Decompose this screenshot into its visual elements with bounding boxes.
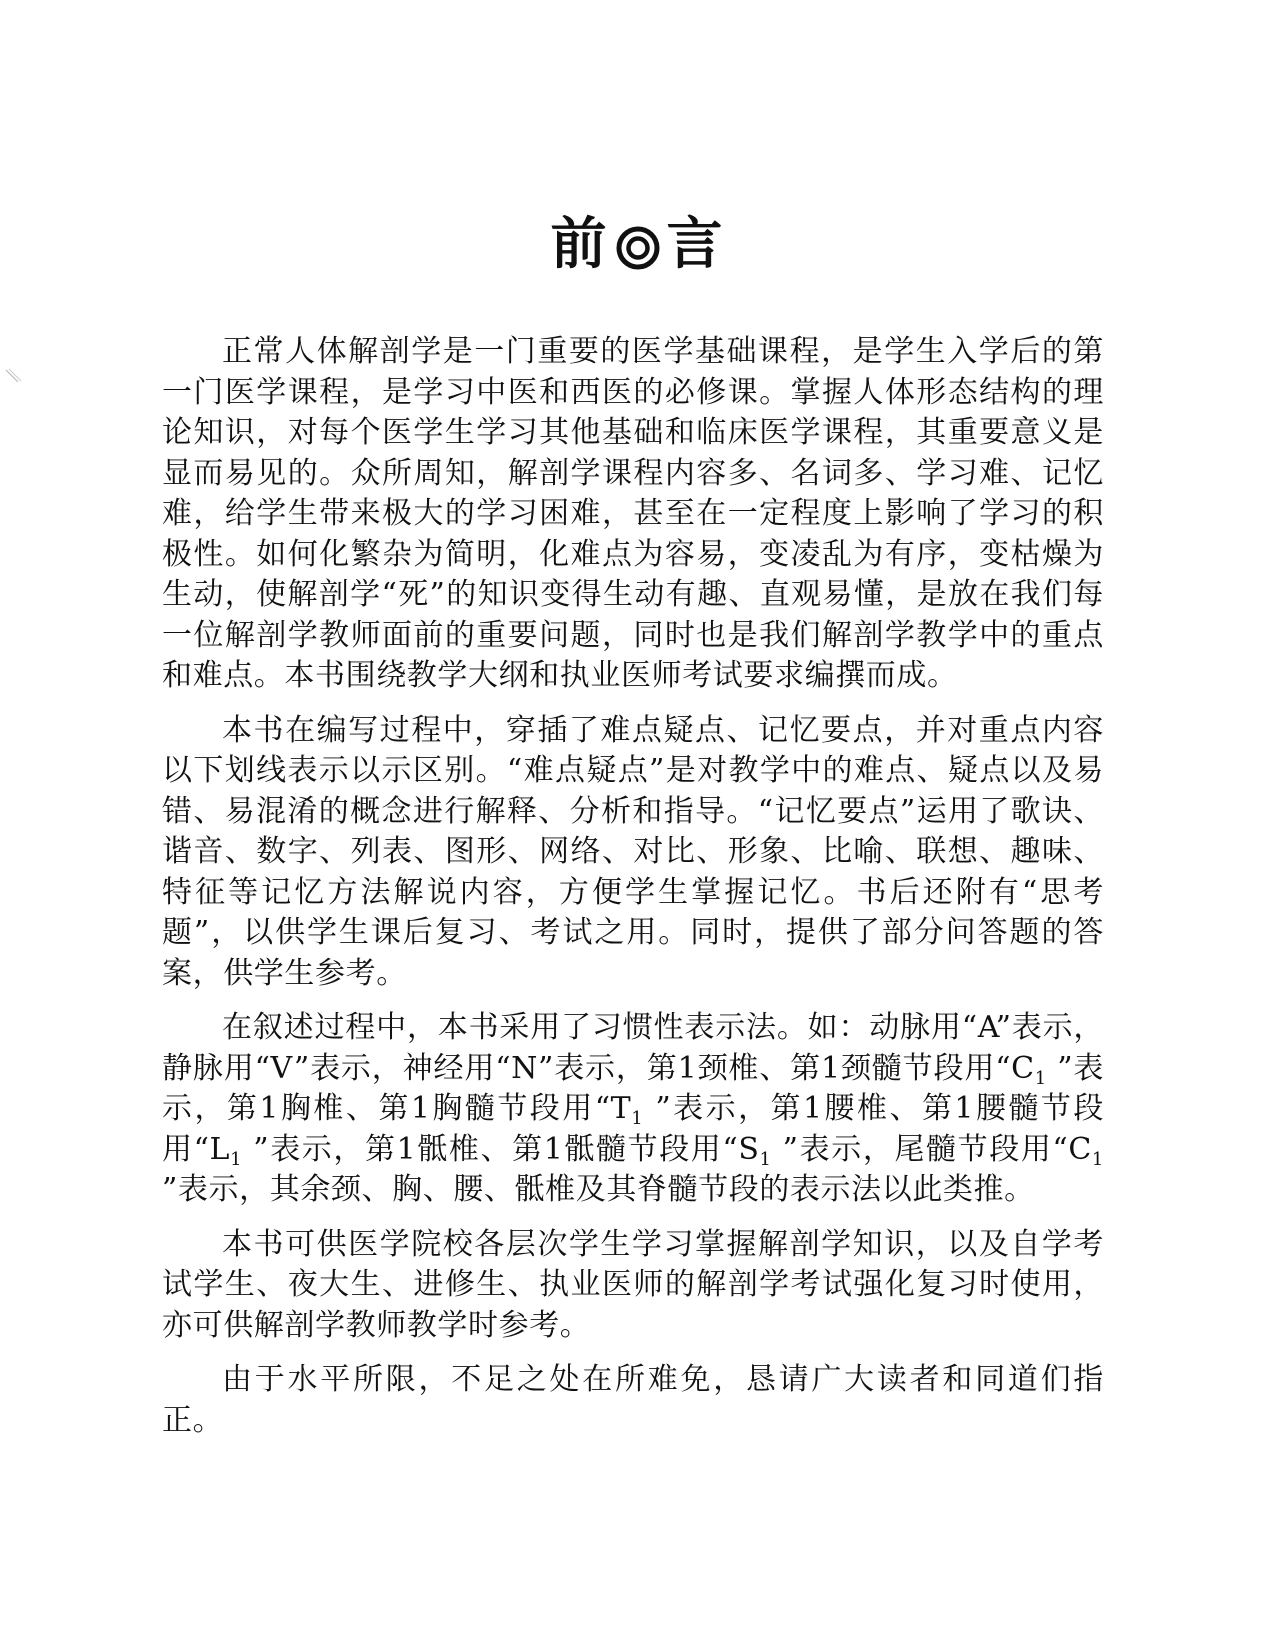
title-char-left: 前 bbox=[550, 212, 609, 277]
paragraph-2: 本书在编写过程中，穿插了难点疑点、记忆要点，并对重点内容以下划线表示以示区别。“难点疑点”是对教学中的难点、疑点以及易错、易混淆的概念进行解释、分析和指导。“记忆要点”运用了歌诀、谐音、数字、列表、图形、网络、对比、形象、比喻、联想、趣味、特征等记忆方法解说内容，方便学生掌握记忆。书后还附有“思考题”，以供学生课后复习、考试之用。同时，提供了部分问答题的答案，供学生参考。 bbox=[162, 712, 1104, 991]
page-title bbox=[0, 210, 1275, 280]
paragraph-3-text-b: ”表示，第1胸椎、第1胸髓节段用“T bbox=[162, 1050, 1104, 1126]
paragraph-3-text-e: ”表示，尾髓节段用“C bbox=[771, 1131, 1092, 1167]
subscript-t1: 1 bbox=[631, 1108, 644, 1129]
paragraph-4: 本书可供医学院校各层次学生学习掌握解剖学知识，以及自学考试学生、夜大生、进修生、执业医师的解剖学考试强化复习时使用，亦可供解剖学教师教学时参考。 bbox=[162, 1226, 1104, 1343]
paragraph-3-text-d: ”表示，第1骶椎、第1骶髓节段用“S bbox=[242, 1131, 760, 1167]
paragraph-3-text-c: ”表示，第1腰椎、第1腰髓节段用“L bbox=[162, 1091, 1104, 1167]
paragraph-3 bbox=[162, 1008, 1104, 1211]
paragraph-1: 正常人体解剖学是一门重要的医学基础课程，是学生入学后的第一门医学课程，是学习中医和西医的必修课。掌握人体形态结构的理论知识，对每个医学生学习其他基础和临床医学课程，其重要意义是显而易见的。众所周知，解剖学课程内容多、名词多、学习难、记忆难，给学生带来极大的学习困难，甚至在一定程度上影响了学习的积极性。如何化繁杂为简明，化难点为容易，变凌乱为有序，变枯燥为生动，使解剖学“死”的知识变得生动有趣、直观易懂，是放在我们每一位解剖学教师面前的重要问题，同时也是我们解剖学教学中的重点和难点。本书围绕教学大纲和执业医师考试要求编撰而成。 bbox=[162, 334, 1104, 693]
subscript-s1: 1 bbox=[759, 1148, 772, 1170]
subscript-l1: 1 bbox=[230, 1148, 243, 1170]
subscript-co1: 1 bbox=[1091, 1148, 1104, 1170]
title-char-right: 言 bbox=[666, 212, 725, 277]
scan-artifact-mark bbox=[4, 368, 24, 392]
preface-body bbox=[162, 332, 1104, 1455]
paragraph-5: 由于水平所限，不足之处在所难免，恳请广大读者和同道们指正。 bbox=[162, 1362, 1104, 1438]
subscript-c1: 1 bbox=[1034, 1067, 1047, 1089]
paragraph-3-text-a: 在叙述过程中，本书采用了习惯性表示法。如：动脉用“A”表示，静脉用“V”表示，神经用“N”表示，第1颈椎、第1颈髓节段用“C bbox=[162, 1010, 1104, 1086]
paragraph-3-text-f: ”表示，其余颈、胸、腰、骶椎及其脊髓节段的表示法以此类推。 bbox=[162, 1172, 1035, 1207]
double-circle-ornament-icon bbox=[615, 225, 661, 271]
